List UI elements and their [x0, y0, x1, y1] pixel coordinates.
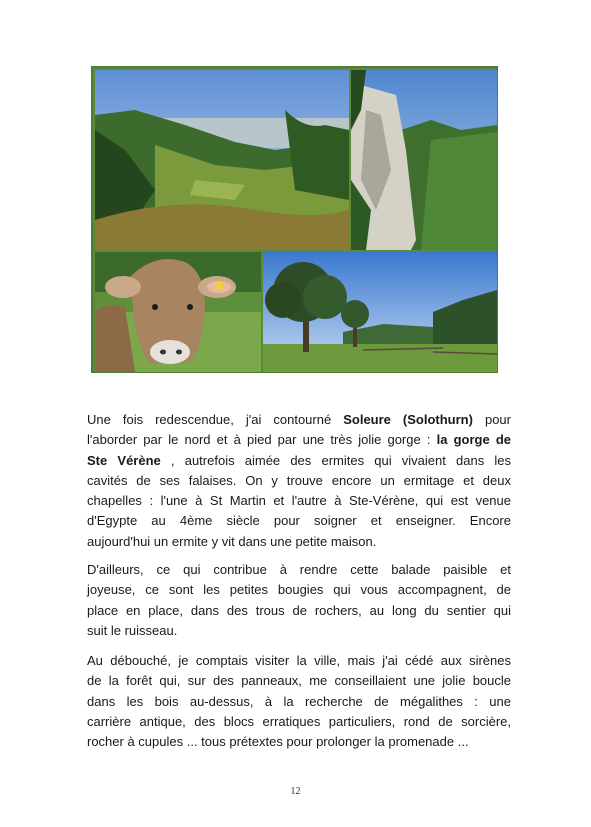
- text-line: de la forêt qui, sur des panneaux, me conseillaient une jolie boucle: [87, 673, 511, 689]
- cliff-photo: [351, 70, 497, 250]
- paragraph-3: [87, 651, 511, 752]
- text-line: cavités de ses falaises. On y trouve encore un ermitage et deux: [87, 472, 511, 488]
- text-line: aujourd'hui un ermite y vit dans une petite maison.: [87, 533, 377, 549]
- text-line: Une fois redescendue, j'ai contourné Soleure (Solothurn) pour: [87, 412, 511, 427]
- text-line: joyeuse, ce sont les petites bougies qui vous accompagnent, de: [87, 582, 511, 598]
- cow-photo: [95, 252, 261, 372]
- text-line: suit le ruisseau.: [87, 622, 178, 638]
- text-line: rocher à cupules ... tous prétextes pour prolonger la promenade ...: [87, 734, 469, 750]
- paragraph-1: [87, 410, 511, 552]
- page-number: 12: [290, 786, 301, 797]
- text-line: d'Egypte au 4ème siècle pour soigner et enseigner. Encore: [87, 513, 511, 529]
- text-line: D'ailleurs, ce qui contribue à rendre cette balade paisible et: [87, 562, 511, 577]
- text-line: carrière antique, des blocs erratiques particuliers, rond de sorcière,: [87, 713, 511, 729]
- text-line: place en place, dans des trous de rochers, au long du sentier qui: [87, 602, 511, 618]
- text-line: chapelles : l'une à St Martin et l'autre à Ste-Vérène, qui est venue: [87, 493, 511, 509]
- paragraph-2: [87, 560, 511, 641]
- mountain-valley-photo: [95, 70, 349, 250]
- meadow-trees-photo: [263, 252, 497, 372]
- photo-collage: [91, 66, 498, 373]
- text-line: Ste Vérène , autrefois aimée des ermites qui vivaient dans les: [87, 452, 511, 468]
- text-line: dans les bois au-dessus, à la recherche de mégalithes : une: [87, 693, 511, 709]
- text-line: l'aborder par le nord et à pied par une très jolie gorge : la gorge de: [87, 432, 511, 448]
- text-line: Au débouché, je comptais visiter la ville, mais j'ai cédé aux sirènes: [87, 653, 511, 668]
